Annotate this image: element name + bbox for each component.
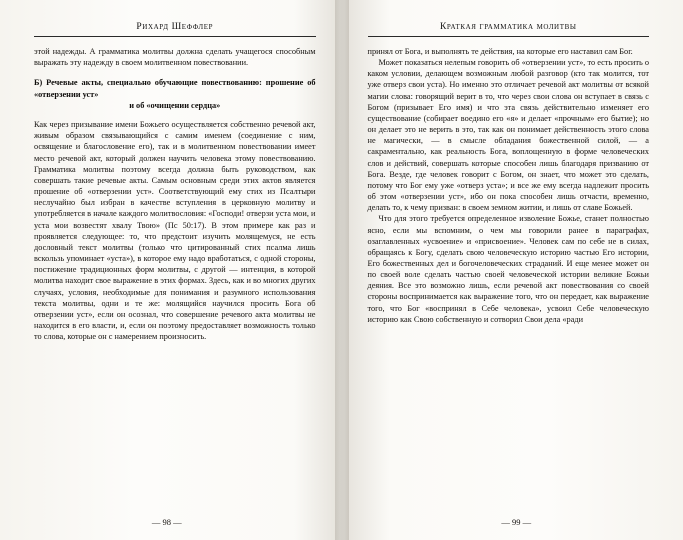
body-text-right (368, 46, 650, 325)
paragraph: Как через призывание имени Божьего осуществляется собственно речевой акт, живым образом связывающийся с самим именем (соединение с ним, освящение и благословение его), так и в молитвенном повествовании имеет место речевой акт, который должен научить человека этому повествованию. Грамматика молитвы поэтому всегда должна быть руководством, как совершать такие речевые акты. Самым основным среди этих актов является прошение об «отверзении уст». Соответствующий ему стих из Псалтыри неслучайно был избран в качестве вступления в церковную молитву и употребляется в начале каждого молитвословия: «Господи! отверзи уста мои, и уста мои возвестят хвалу Твою» (Пс 50:17). В этом примере как раз и проявляется следующее: то, что предстоит изучить молящемуся, не есть дословный текст молитвы (только что цитированный стих псалма лишь вскользь упоминает «уста»), в которое ему надо вработаться, с одной стороны, постижение традиционных форм молитвы, с другой — интенция, в которой молитва находит свое выражение в этих формах. Здесь, как и во многих других случаях, условия, необходимые для понимания и разумного использования текста молитвы, одни и те же: молящийся научился просить Бога об отверзении уст», если он осознал, что совершение речевого акта молитвы не находится в его власти, и, если он поэтому предоставляет возможность только то слова, которые он с намерением произносить. (34, 120, 316, 342)
page-number-left: — 98 — (151, 517, 182, 527)
section-heading-line-1: Б) Речевые акты, специально обучающие повествованию: прошение об «отверзении уст» (34, 78, 316, 99)
paragraph: принял от Бога, и выполнять те действия, на которые его наставил сам Бог. (367, 47, 633, 56)
header-rule-left (34, 36, 316, 37)
paragraph: Что для этого требуется определенное изволение Божье, станет полностью ясно, если мы вспомним, о чем мы говорили ранее в параграфах, озаглавленных «усвоение» и «присвоение». Человек сам по себе не в силах, обращаясь к Богу, сделать свою человеческую историю частью Его истории, Его божественных дел и богочеловеческих страданий. И еще менее может он по своей воле сделать частью своей человеческой истории великие Божьи деяния. Все это возможно лишь, если речевой акт повествования со своей стороны воспринимается как выражение того, что он передает, как выражение того, что Бог «воспринял в Себе человека», усвоил Себе человеческую историю как Свою собственную и сотворил Свои дела «ради (367, 214, 649, 324)
paragraph: этой надежды. А грамматика молитвы должна сделать учащегося способным выражать эту надежду в своем молитвенном повествовании. (34, 47, 316, 68)
paragraph: Может показаться нелепым говорить об «отверзении уст», то есть просить о каком условии, делающем возможным любой разговор (кто так молится, тот уже отверз свои уста). Но именно это отличает речевой акт молитвы от всякой магии слова: говорящий верит в то, что через свои слова он вступает в связь с Богом (призывает Его имя) и что эта связь действительно изменяет его существование (собирает воедино его «я» и делает «прочным» его бытие); но он делает это не верить в это, так как он понимает действенность этого слова не магически, — в смысле обладания божественной силой, — а сакраментально, как реальность Бога, воплощенную в форме человеческих слов и действий, совершать которые способен лишь благодаря призванию от Бога. Везде, где человек говорит с Богом, он знает, что может это сделать, потому что Бог ему уже «отверз уста»; и все же ему всегда надлежит просить об этом «отверзении уст», ибо он пока способен лишь отчасти, временно, делать то, к чему призван: в своем земном житии, и лишь от славе Божьей. (367, 58, 649, 213)
header-rule-right (368, 36, 650, 37)
running-head-right: Краткая грамматика молитвы (439, 22, 577, 32)
page-number-right: — 99 — (501, 517, 532, 527)
running-head-left: Рихард Шеффлер (136, 22, 214, 32)
section-heading (34, 77, 316, 111)
section-heading-line-2: и об «очищении сердца» (129, 100, 221, 110)
body-text-left (34, 46, 316, 342)
page-right (342, 0, 683, 540)
